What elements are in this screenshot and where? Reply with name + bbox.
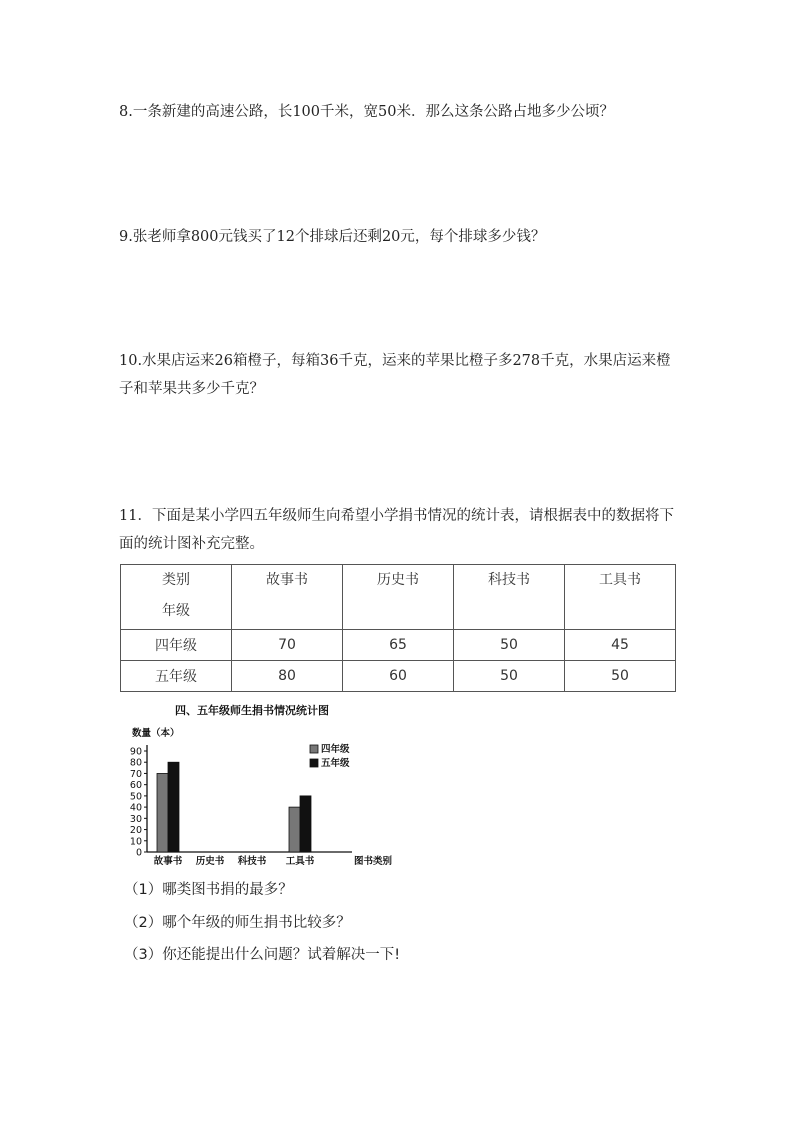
table-header-cell: 故事书 (232, 565, 343, 630)
table-cell: 65 (343, 630, 454, 661)
question-11: 11．下面是某小学四五年级师生向希望小学捐书情况的统计表，请根据表中的数据将下面的统计图补充完整。 (119, 508, 674, 552)
table-row-label: 四年级 (121, 630, 232, 661)
table-cell: 70 (232, 630, 343, 661)
y-tick-label: 20 (129, 825, 142, 837)
y-tick-label: 30 (129, 813, 142, 825)
legend-label: 五年级 (321, 758, 350, 769)
corner-category-label: 类别 (162, 572, 190, 588)
bar (168, 762, 179, 852)
y-tick-label: 10 (129, 836, 142, 848)
sub-question-1: （1）哪类图书捐的最多？ (124, 882, 293, 898)
x-tick-label: 故事书 (153, 856, 183, 867)
x-tick-label: 历史书 (195, 856, 225, 867)
y-tick-label: 70 (129, 768, 142, 780)
bar (157, 773, 168, 852)
y-tick-label: 80 (129, 757, 142, 769)
question-8: 8.一条新建的高速公路，长100千米，宽50米．那么这条公路占地多少公顷？ (119, 104, 614, 120)
legend-swatch (310, 759, 318, 767)
stats-table (120, 564, 676, 692)
table-cell: 45 (565, 630, 676, 661)
y-tick-label: 60 (129, 780, 142, 792)
table-header-cell: 工具书 (565, 565, 676, 630)
question-10: 10.水果店运来26箱橙子，每箱36千克，运来的苹果比橙子多278千克，水果店运来橙子和苹果共多少千克？ (119, 353, 671, 397)
legend-label: 四年级 (321, 744, 350, 755)
legend-swatch (310, 745, 318, 753)
chart-title: 四、五年级师生捐书情况统计图 (175, 704, 329, 717)
sub-question-2: （2）哪个年级的师生捐书比较多？ (124, 915, 351, 931)
table-row (121, 630, 676, 661)
y-axis-label: 数量（本） (132, 728, 180, 739)
bar (300, 796, 311, 852)
bar (289, 807, 300, 852)
table-cell: 60 (343, 661, 454, 692)
table-row-label: 五年级 (121, 661, 232, 692)
y-tick-label: 40 (129, 802, 142, 814)
table-cell: 50 (454, 661, 565, 692)
question-9: 9.张老师拿800元钱买了12个排球后还剩20元，每个排球多少钱？ (119, 229, 546, 245)
y-tick-label: 90 (129, 746, 142, 758)
x-tick-label: 科技书 (237, 856, 267, 867)
corner-grade-label: 年级 (162, 603, 190, 619)
table-corner-cell (121, 565, 232, 630)
table-cell: 50 (454, 630, 565, 661)
table-header-cell: 历史书 (343, 565, 454, 630)
table-cell: 50 (565, 661, 676, 692)
table-cell: 80 (232, 661, 343, 692)
x-tick-label: 工具书 (285, 856, 315, 867)
table-header-cell: 科技书 (454, 565, 565, 630)
table-header-row (121, 565, 676, 630)
y-tick-label: 50 (129, 791, 142, 803)
x-axis-label: 图书类别 (354, 856, 393, 867)
donation-bar-chart (120, 694, 393, 874)
sub-question-3: （3）你还能提出什么问题？试着解决一下! (124, 947, 401, 963)
y-tick-label: 0 (135, 847, 142, 859)
table-row (121, 661, 676, 692)
